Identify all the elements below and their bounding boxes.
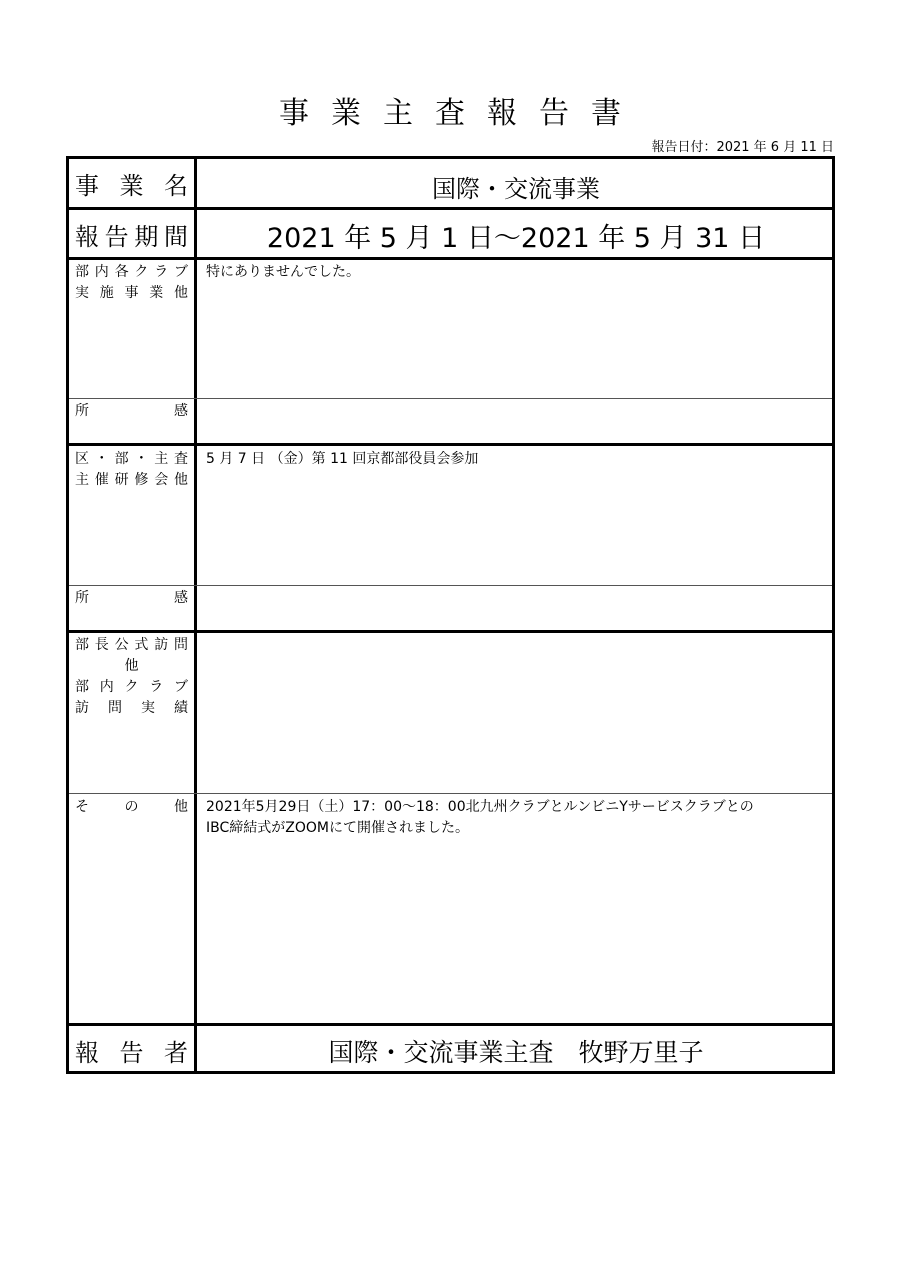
project-label: 事業名 [75,172,188,200]
visits-label-line4: 訪問実績 [75,700,188,716]
divider [69,443,832,446]
reporter-label: 報告者 [75,1039,188,1067]
period-value: 2021 年 5 月 1 日～2021 年 5 月 31 日 [266,223,766,254]
report-date: 報告日付：2021 年 6 月 11 日 [651,140,834,155]
project-value: 国際・交流事業 [432,175,600,203]
seminars-label-line1: 区・部・主査 [75,451,188,467]
divider [69,585,832,586]
divider [69,793,832,794]
visits-label-line1: 部長公式訪問 [75,637,188,653]
divider [69,257,832,260]
reporter-value: 国際・交流事業主査 牧野万里子 [328,1038,704,1067]
other-label: その他 [75,799,188,815]
divider [69,207,832,210]
club-activities-label-line2: 実施事業他 [75,285,188,301]
club-activities-label-line1: 部内各クラブ [75,264,188,280]
other-value-line2: IBC締結式がZOOMにて開催されました。 [206,820,469,836]
visits-label-line2: 他 [124,658,139,674]
seminars-value: 5 月 7 日 （金）第 11 回京都部役員会参加 [206,451,479,467]
page-title: 事業主査報告書 [279,96,643,131]
divider [69,1023,832,1026]
period-label: 報告期間 [75,223,188,251]
club-activities-impression-label: 所 感 [75,403,188,419]
divider [69,398,832,399]
seminars-impression-label: 所 感 [75,590,188,606]
other-value-line1: 2021年5月29日（土）17：00～18：00北九州クラブとルンビニYサービスクラブとの [206,799,754,815]
visits-label-line3: 部内クラブ [75,679,188,695]
seminars-label-line2: 主催研修会他 [75,472,188,488]
club-activities-value: 特にありませんでした。 [206,264,360,280]
divider [69,630,832,633]
report-form [66,156,835,1074]
